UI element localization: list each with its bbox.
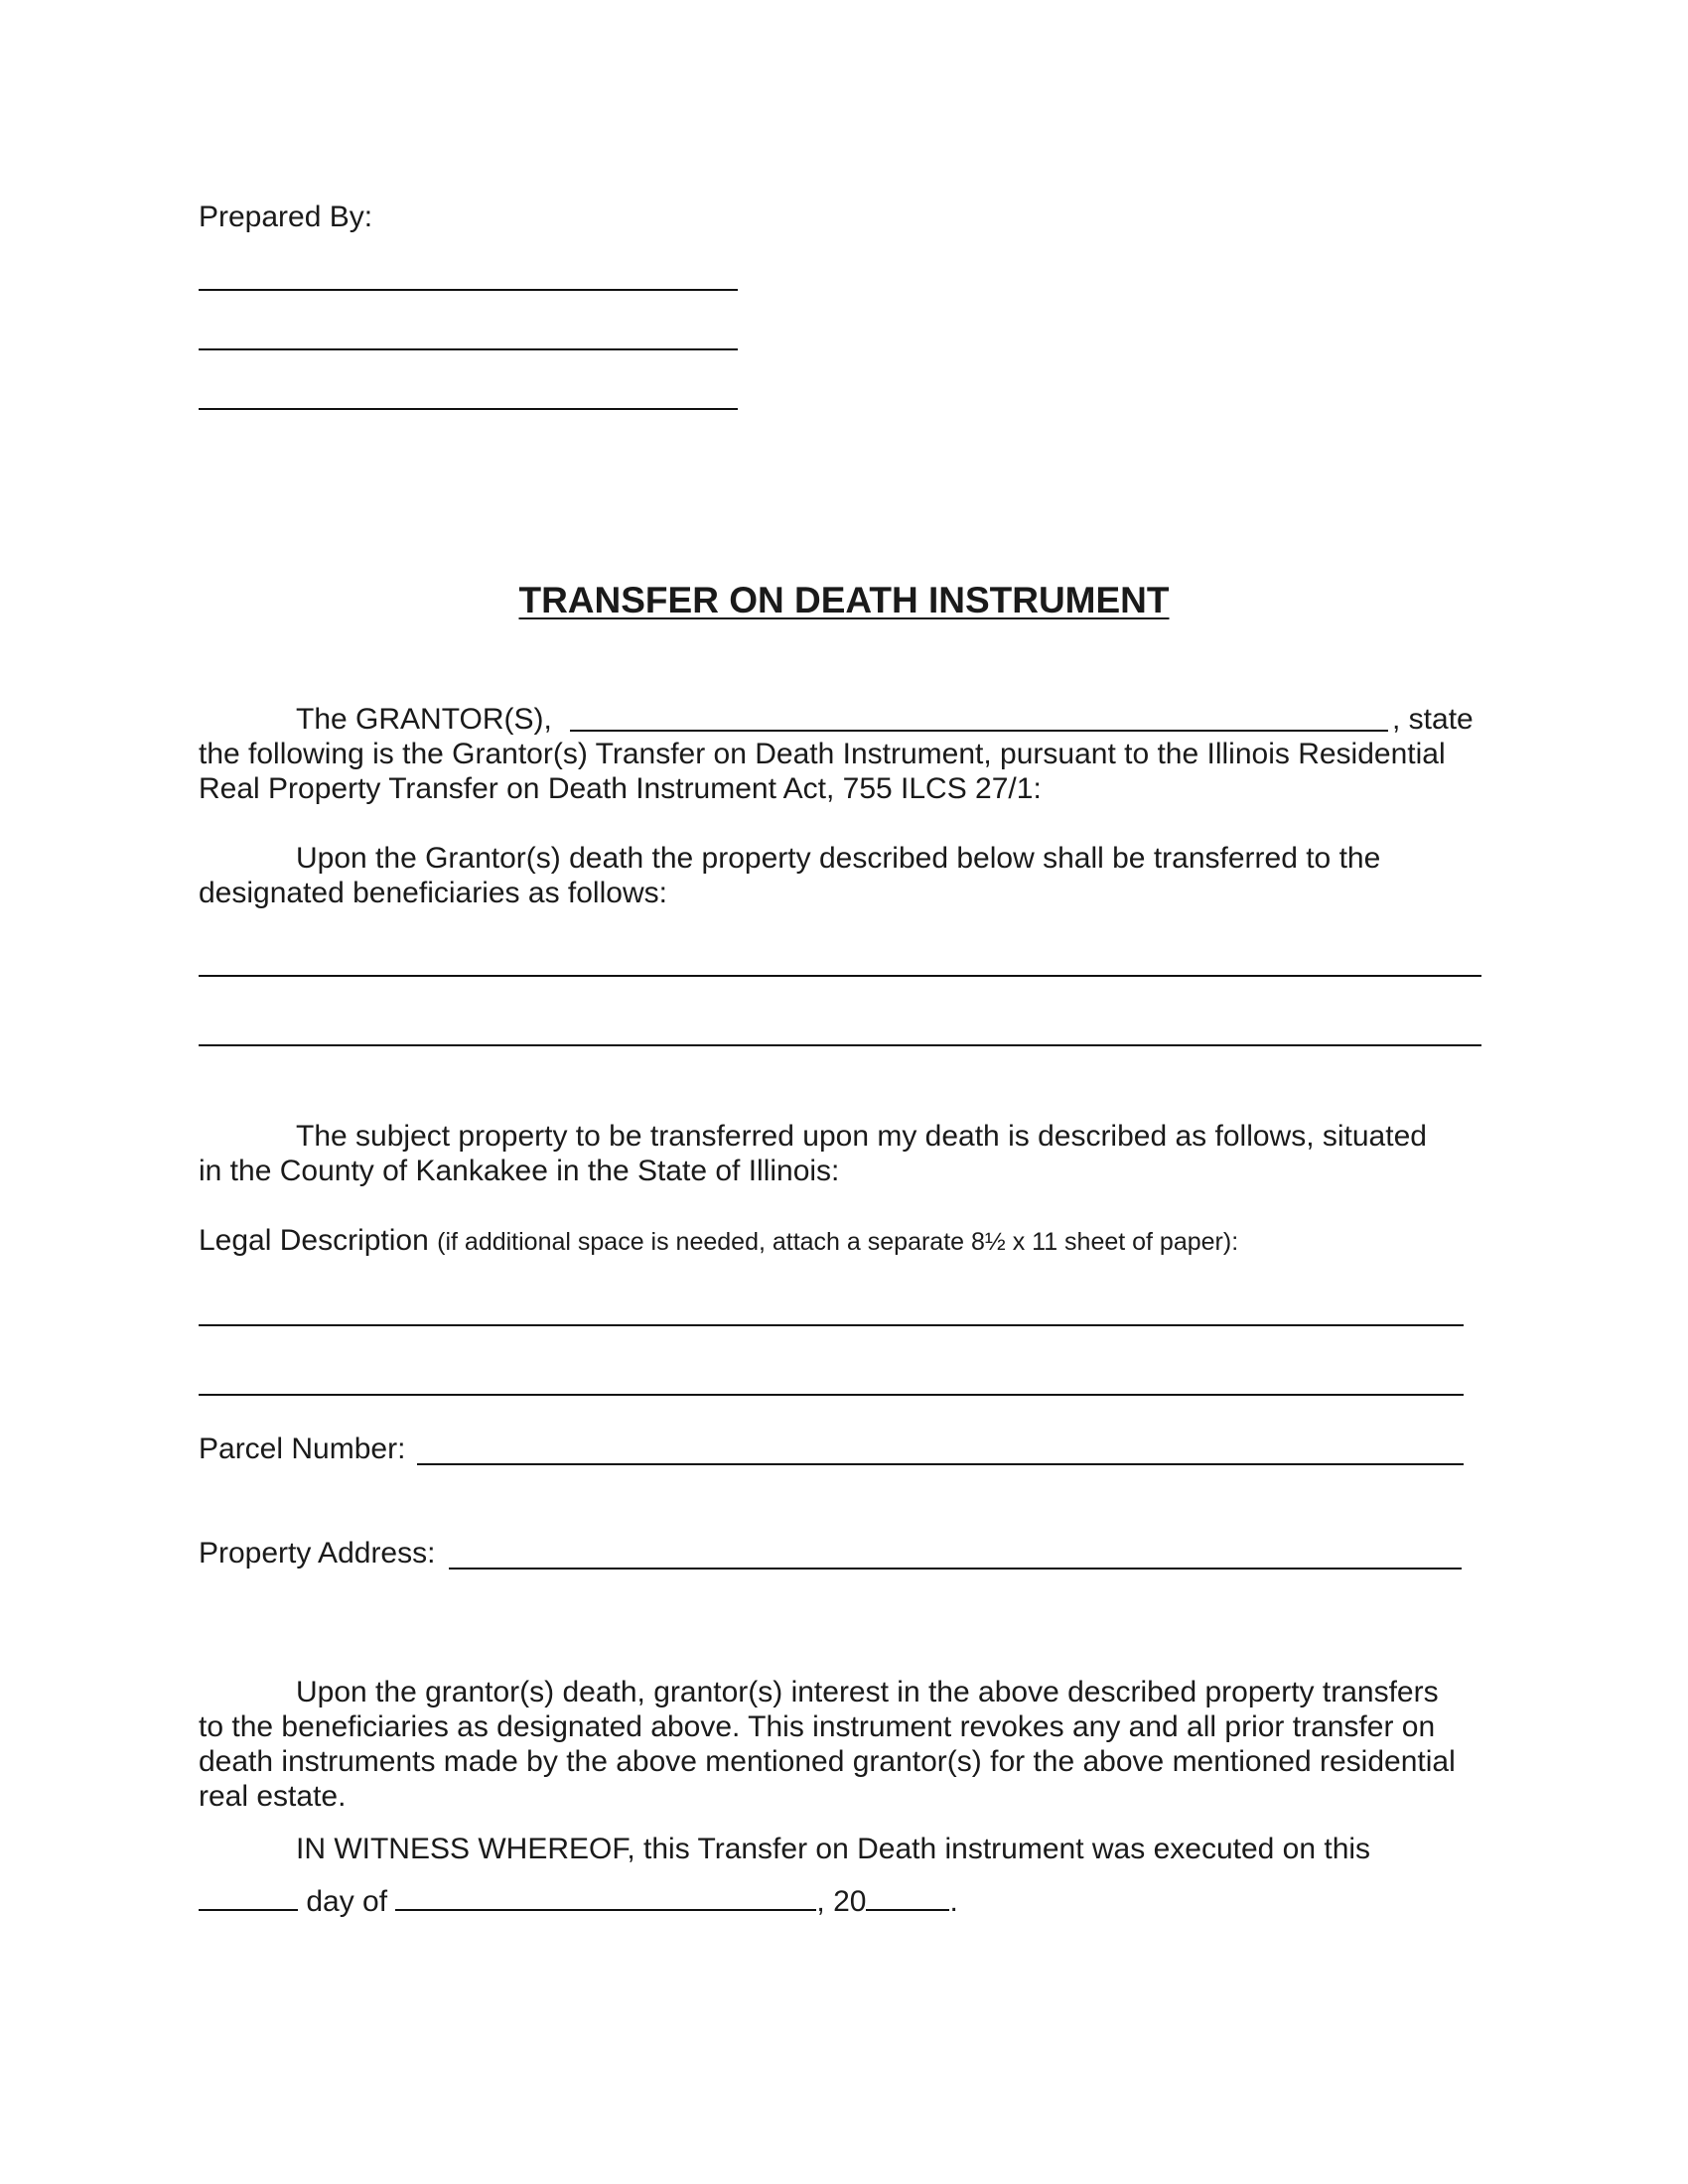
day-blank[interactable] (199, 1883, 298, 1911)
grantor-lead-text: The GRANTOR(S), (296, 703, 552, 736)
year-prefix-text: , 20 (816, 1885, 867, 1918)
para1-line2: the following is the Grantor(s) Transfer on Death Instrument, pursuant to the Illinois Residential (199, 738, 1446, 770)
para2-line2: designated beneficiaries as follows: (199, 877, 667, 909)
beneficiaries-line-2[interactable] (199, 1044, 1481, 1046)
document-title: TRANSFER ON DEATH INSTRUMENT (518, 580, 1170, 620)
day-of-text: day of (306, 1885, 388, 1918)
legal-description-line-2[interactable] (199, 1394, 1464, 1396)
para4-line1: Upon the grantor(s) death, grantor(s) interest in the above described property transfers (296, 1676, 1439, 1708)
para1-line3: Real Property Transfer on Death Instrument Act, 755 ILCS 27/1: (199, 772, 1042, 805)
para3-line1: The subject property to be transferred upon my death is described as follows, situated (296, 1120, 1427, 1153)
prepared-by-line-1[interactable] (199, 289, 738, 291)
prepared-by-line-3[interactable] (199, 408, 738, 410)
legal-description-row (199, 1223, 1238, 1260)
grantor-state-text: , state (1392, 703, 1474, 736)
execution-date-row (199, 1883, 958, 1920)
legal-description-note: (if additional space is needed, attach a separate 8½ x 11 sheet of paper): (437, 1228, 1239, 1256)
para4-line2: to the beneficiaries as designated above. This instrument revokes any and all prior transfer on (199, 1710, 1436, 1743)
para4-line3: death instruments made by the above mentioned grantor(s) for the above mentioned residential (199, 1745, 1456, 1778)
year-blank[interactable] (866, 1883, 949, 1911)
witness-line1: IN WITNESS WHEREOF, this Transfer on Death instrument was executed on this (296, 1833, 1371, 1865)
prepared-by-line-2[interactable] (199, 348, 738, 350)
para2-line1: Upon the Grantor(s) death the property described below shall be transferred to the (296, 842, 1381, 875)
period-text: . (949, 1885, 958, 1918)
prepared-by-label: Prepared By: (199, 201, 373, 233)
month-blank[interactable] (395, 1883, 816, 1911)
beneficiaries-line-1[interactable] (199, 975, 1481, 977)
para4-line4: real estate. (199, 1780, 347, 1813)
grantor-name-blank[interactable] (570, 730, 1388, 732)
property-address-blank[interactable] (449, 1568, 1462, 1570)
para3-line2: in the County of Kankakee in the State of Illinois: (199, 1155, 840, 1187)
legal-description-line-1[interactable] (199, 1324, 1464, 1326)
parcel-number-blank[interactable] (417, 1463, 1464, 1465)
parcel-number-label: Parcel Number: (199, 1433, 406, 1465)
legal-description-label: Legal Description (199, 1224, 429, 1257)
property-address-label: Property Address: (199, 1537, 436, 1570)
